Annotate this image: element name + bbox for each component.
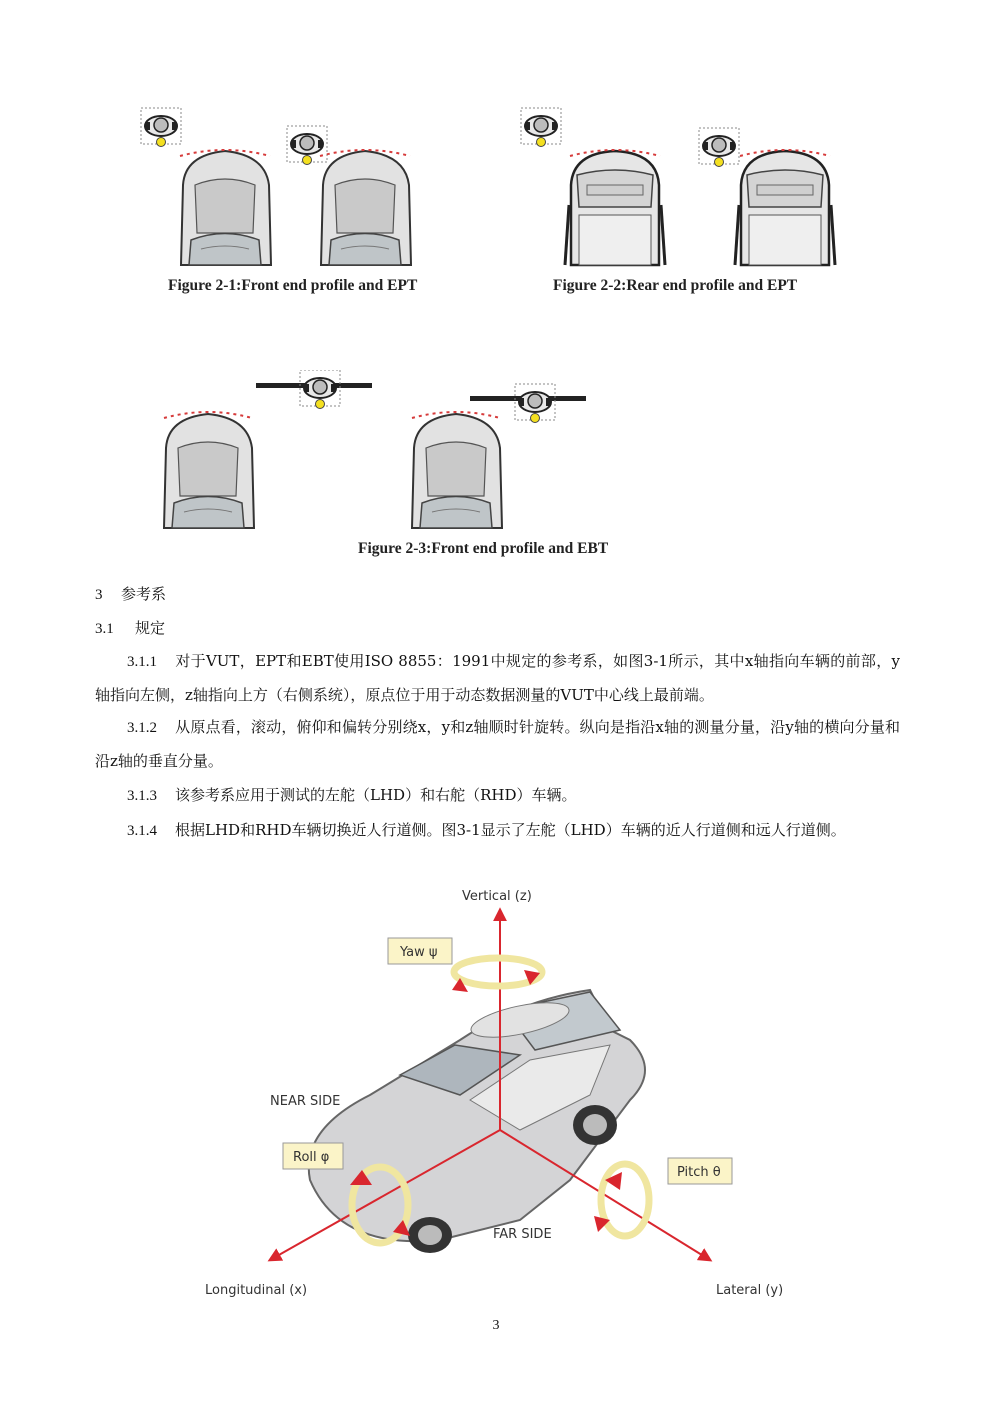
lateral-y-label: Lateral (y)	[716, 1283, 784, 1298]
paragraph-3-1-3	[95, 779, 900, 813]
section-number: 3.1	[95, 621, 114, 637]
section-3-1-heading	[95, 617, 165, 638]
far-side-label: FAR SIDE	[493, 1227, 552, 1242]
paragraph-3-1-1	[95, 645, 900, 712]
near-side-label: NEAR SIDE	[270, 1094, 341, 1109]
pitch-label: Pitch θ	[677, 1165, 721, 1180]
paragraph-3-1-4	[95, 814, 900, 848]
figure-2-2-image	[515, 100, 845, 270]
section-title: 参考系	[121, 585, 167, 603]
figure-2-2-caption: Figure 2-2:Rear end profile and EPT	[553, 277, 798, 294]
page-number: 3	[492, 1318, 500, 1333]
paragraph-number: 3.1.2	[127, 720, 157, 736]
paragraph-text: 对于VUT，EPT和EBT使用ISO 8855：1991中规定的参考系，如图3-1所示，其中x轴指向车辆的前部，y轴指向左侧，z轴指向上方（右侧系统），原点位于用于动态数据测量的VUT中心线上最前端。	[95, 652, 900, 704]
section-title: 规定	[135, 619, 166, 637]
figure-2-1-image	[135, 100, 465, 270]
vertical-z-label: Vertical (z)	[462, 889, 532, 904]
figure-2-3-caption: Figure 2-3:Front end profile and EBT	[358, 540, 609, 557]
section-number: 3	[95, 587, 103, 603]
paragraph-text: 从原点看，滚动，俯仰和偏转分别绕x，y和z轴顺时针旋转。纵向是指沿x轴的测量分量，沿y轴的横向分量和沿z轴的垂直分量。	[95, 718, 900, 770]
pitch-rotation-arrow	[601, 1164, 649, 1236]
yaw-label: Yaw ψ	[400, 945, 438, 960]
paragraph-number: 3.1.4	[127, 823, 157, 839]
longitudinal-x-label: Longitudinal (x)	[205, 1283, 308, 1298]
figure-3-1-reference-system	[190, 880, 810, 1310]
paragraph-3-1-2	[95, 711, 900, 778]
car-illustration	[309, 990, 645, 1253]
paragraph-text: 该参考系应用于测试的左舵（LHD）和右舵（RHD）车辆。	[175, 786, 577, 804]
paragraph-text: 根据LHD和RHD车辆切换近人行道侧。图3-1显示了左舵（LHD）车辆的近人行道侧和远人行道侧。	[175, 821, 846, 839]
paragraph-number: 3.1.1	[127, 654, 157, 670]
figure-2-1-caption: Figure 2-1:Front end profile and EPT	[168, 277, 418, 294]
roll-label: Roll φ	[293, 1150, 330, 1165]
paragraph-number: 3.1.3	[127, 788, 157, 804]
section-3-heading	[95, 583, 166, 604]
figure-2-3-image	[150, 370, 600, 530]
